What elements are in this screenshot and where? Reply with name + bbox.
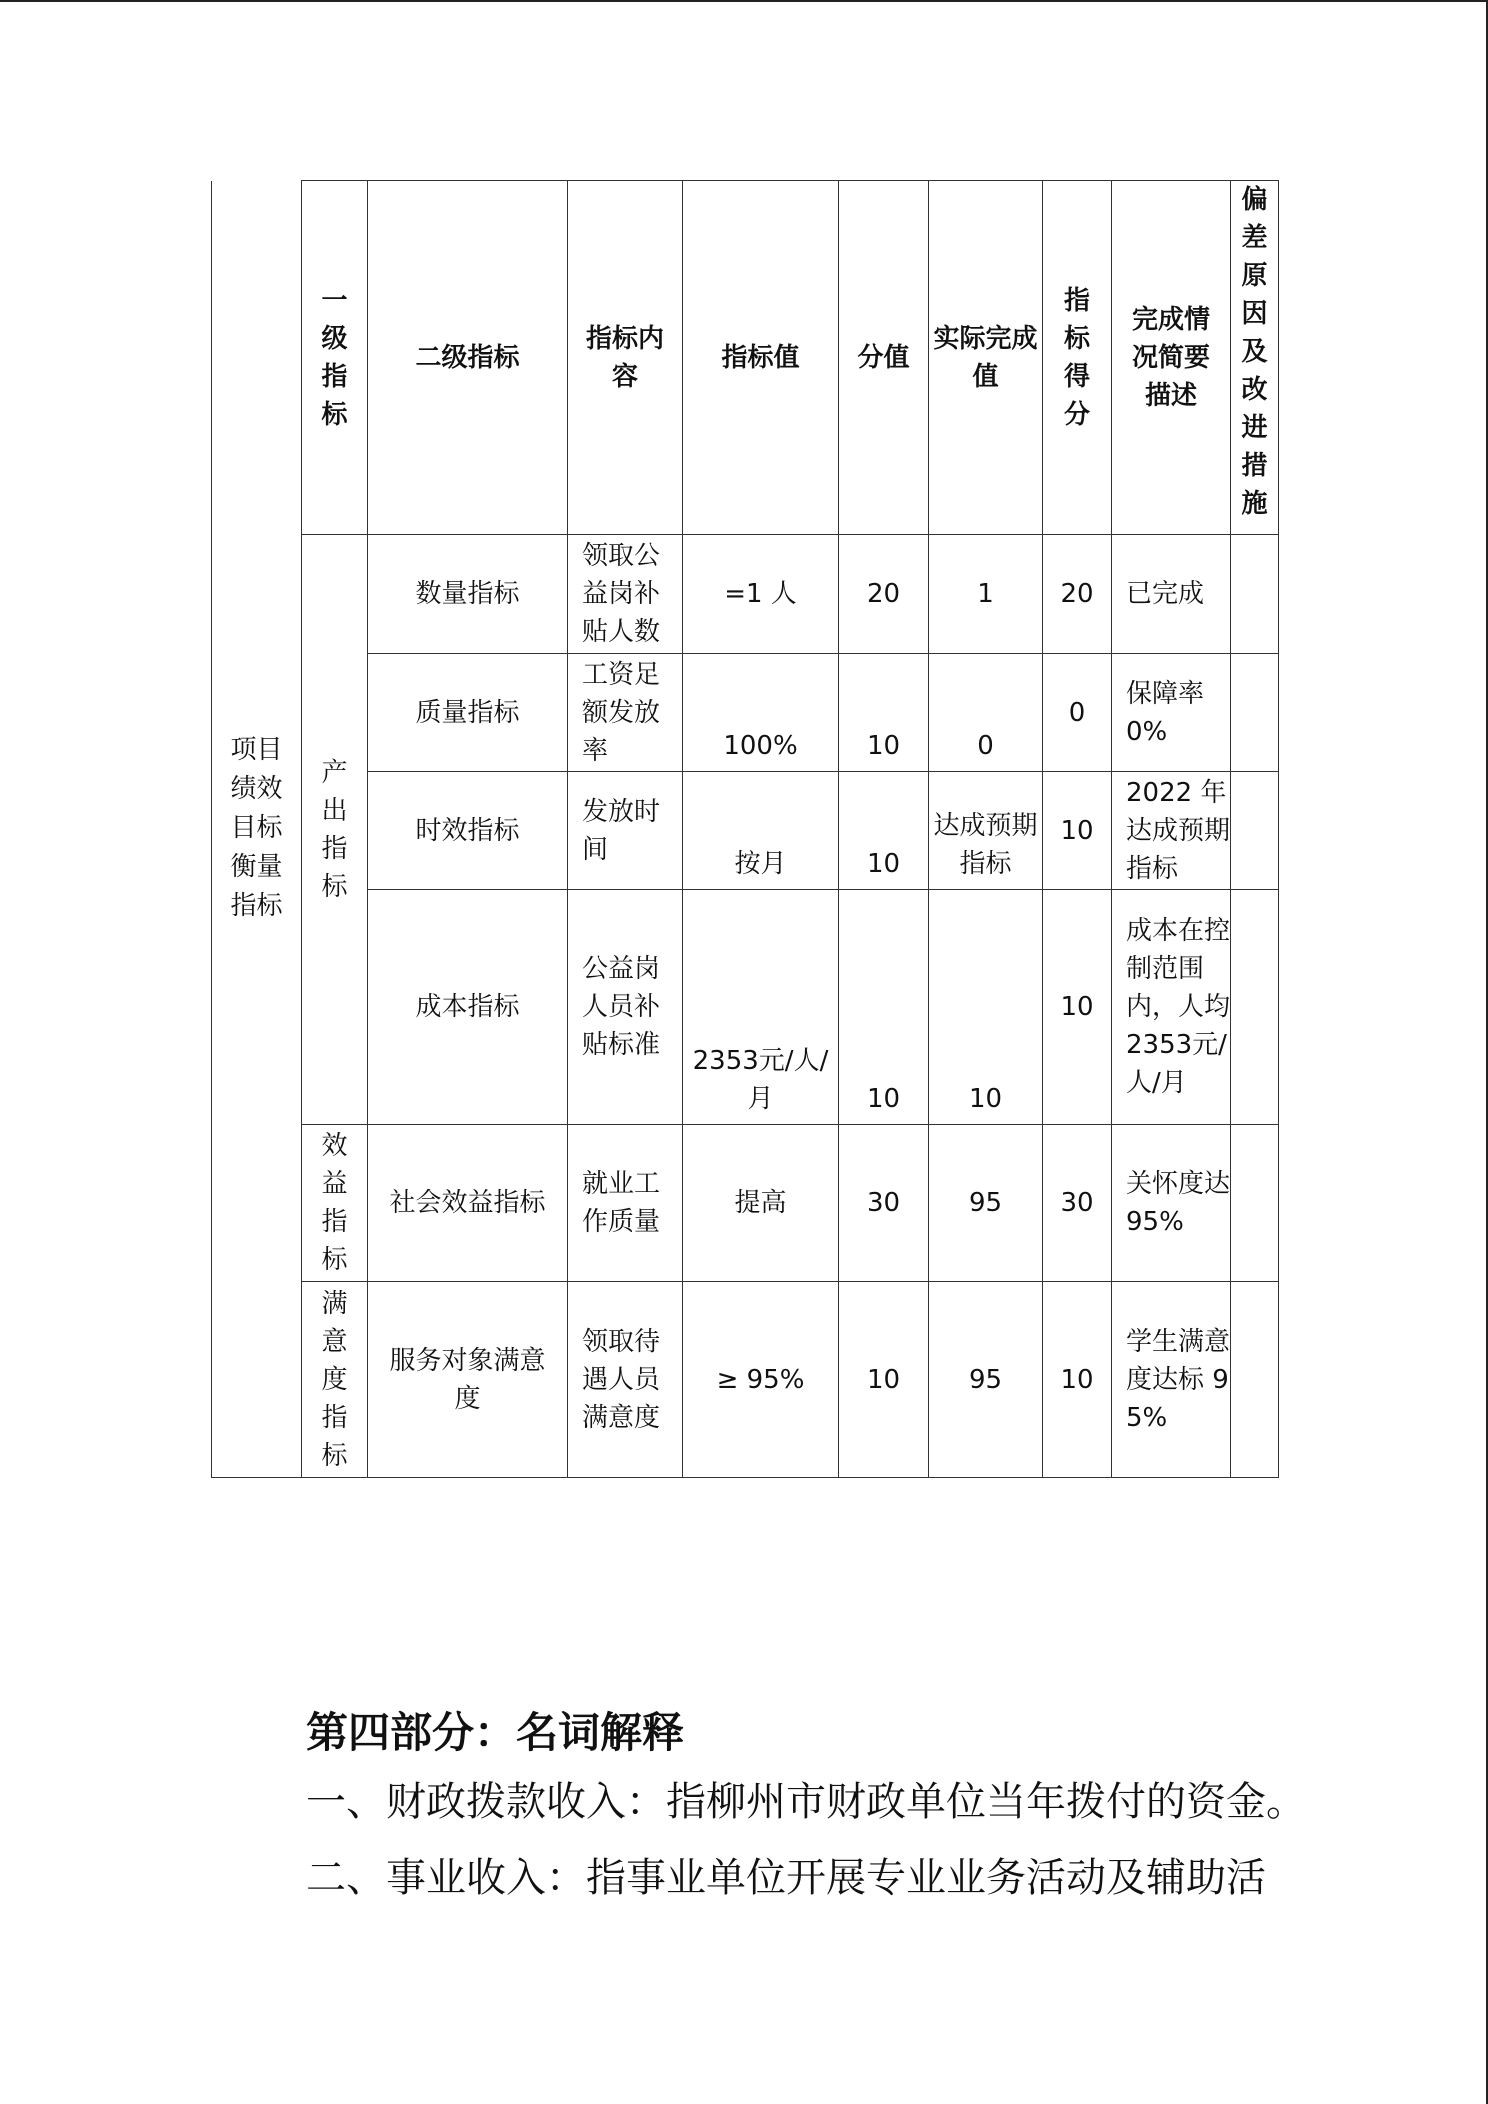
cell-summary: 成本在控制范围内，人均2353元/人/月 (1112, 890, 1231, 1125)
cell-value: 100% (683, 654, 839, 772)
cell-summary: 学生满意度达标 95% (1112, 1282, 1231, 1478)
cell-actual: 95 (929, 1125, 1043, 1282)
cell-deviation (1231, 1125, 1279, 1282)
cell-level2: 时效指标 (368, 772, 568, 890)
header-level2: 二级指标 (368, 181, 568, 535)
cell-score: 30 (839, 1125, 929, 1282)
group-satisfaction: 满意度指标 (302, 1282, 368, 1478)
header-actual: 实际完成值 (929, 181, 1043, 535)
cell-score: 20 (839, 535, 929, 654)
group-output: 产出指标 (302, 535, 368, 1125)
cell-points: 20 (1043, 535, 1112, 654)
table-row (212, 890, 1279, 1125)
table-row (212, 772, 1279, 890)
cell-points: 30 (1043, 1125, 1112, 1282)
cell-score: 10 (839, 890, 929, 1125)
cell-deviation (1231, 535, 1279, 654)
cell-content: 就业工作质量 (568, 1125, 683, 1282)
cell-score: 10 (839, 772, 929, 890)
header-level1: 一级指标 (302, 181, 368, 535)
cell-deviation (1231, 772, 1279, 890)
cell-level2: 成本指标 (368, 890, 568, 1125)
cell-value: ≥ 95% (683, 1282, 839, 1478)
cell-summary: 2022 年达成预期指标 (1112, 772, 1231, 890)
definition-paragraph-2: 二、事业收入：指事业单位开展专业业务活动及辅助活 (306, 1855, 1266, 1901)
cell-summary: 保障率0% (1112, 654, 1231, 772)
cell-score: 10 (839, 654, 929, 772)
cell-level2: 服务对象满意度 (368, 1282, 568, 1478)
cell-points: 10 (1043, 772, 1112, 890)
cell-actual: 1 (929, 535, 1043, 654)
page-top-border (0, 0, 1488, 2)
cell-content: 发放时间 (568, 772, 683, 890)
cell-deviation (1231, 654, 1279, 772)
table-row (212, 1125, 1279, 1282)
header-content: 指标内容 (568, 181, 683, 535)
cell-value: 提高 (683, 1125, 839, 1282)
cell-value: 2353元/人/月 (683, 890, 839, 1125)
group-benefit: 效益指标 (302, 1125, 368, 1282)
cell-summary: 关怀度达 95% (1112, 1125, 1231, 1282)
cell-content: 公益岗人员补贴标准 (568, 890, 683, 1125)
header-value: 指标值 (683, 181, 839, 535)
cell-summary: 已完成 (1112, 535, 1231, 654)
cell-actual: 10 (929, 890, 1043, 1125)
cell-level2: 社会效益指标 (368, 1125, 568, 1282)
table-row (212, 535, 1279, 654)
cell-actual: 0 (929, 654, 1043, 772)
cell-actual: 95 (929, 1282, 1043, 1478)
cell-score: 10 (839, 1282, 929, 1478)
header-points: 指标得分 (1043, 181, 1112, 535)
header-deviation: 偏差原因及改进措施 (1231, 181, 1279, 535)
cell-points: 10 (1043, 890, 1112, 1125)
cell-points: 0 (1043, 654, 1112, 772)
performance-indicator-table (211, 180, 1279, 1478)
definition-paragraph-1: 一、财政拨款收入：指柳州市财政单位当年拨付的资金。 (306, 1779, 1306, 1825)
cell-deviation (1231, 890, 1279, 1125)
cell-level2: 数量指标 (368, 535, 568, 654)
header-score: 分值 (839, 181, 929, 535)
cell-level2: 质量指标 (368, 654, 568, 772)
cell-content: 领取待遇人员满意度 (568, 1282, 683, 1478)
cell-value: =1 人 (683, 535, 839, 654)
cell-content: 领取公益岗补贴人数 (568, 535, 683, 654)
cell-points: 10 (1043, 1282, 1112, 1478)
cell-deviation (1231, 1282, 1279, 1478)
table-header-row (212, 181, 1279, 535)
outer-label: 项目绩效目标衡量指标 (230, 735, 283, 922)
table-row (212, 654, 1279, 772)
cell-content: 工资足额发放率 (568, 654, 683, 772)
cell-actual: 达成预期指标 (929, 772, 1043, 890)
cell-value: 按月 (683, 772, 839, 890)
outer-label-cell (212, 181, 302, 1478)
header-summary: 完成情况简要描述 (1112, 181, 1231, 535)
table-row (212, 1282, 1279, 1478)
section-title: 第四部分：名词解释 (306, 1708, 685, 1757)
